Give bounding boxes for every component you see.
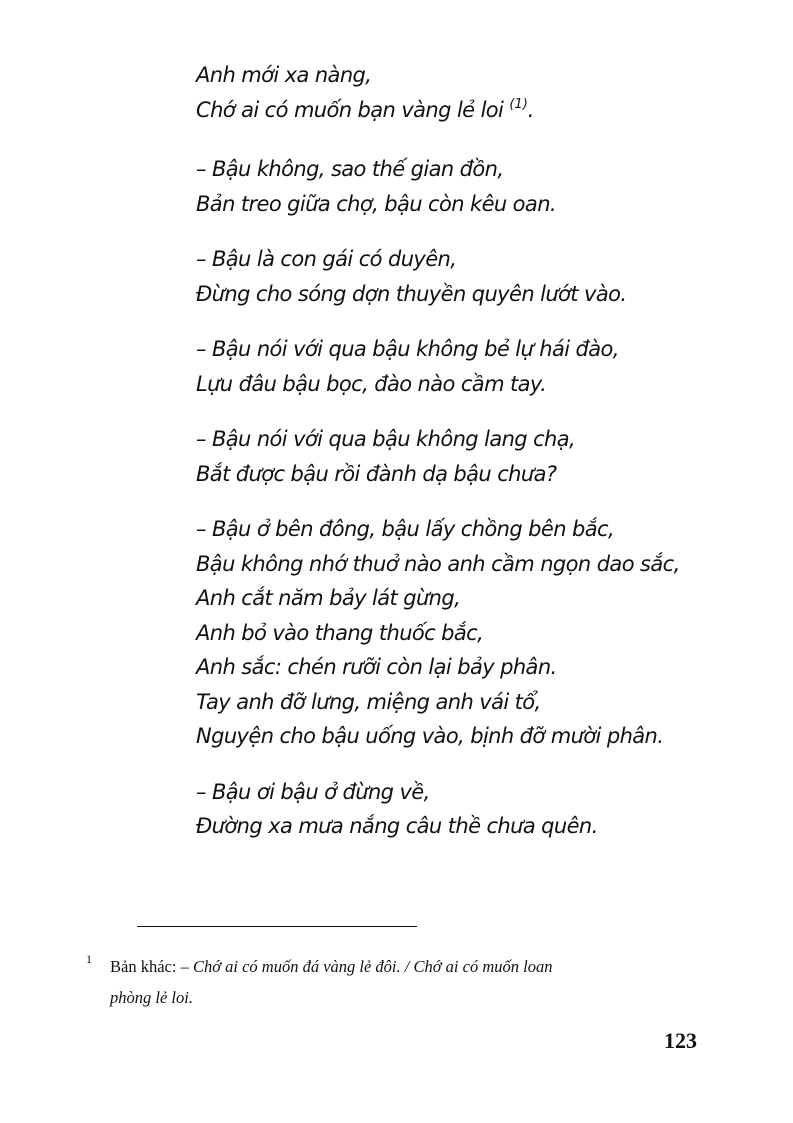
footnote-reference: (1) — [509, 96, 528, 112]
poem-line: Lựu đâu bậu bọc, đào nào cầm tay. — [196, 371, 547, 396]
poem-line-text: Chớ ai có muốn bạn vàng lẻ loi — [196, 97, 504, 122]
poem-line: Anh sắc: chén rưỡi còn lại bảy phân. — [196, 655, 557, 679]
poem-line: Đừng cho sóng dợn thuyền quyên lướt vào. — [196, 281, 627, 306]
poem-line: Bắt được bậu rồi đành dạ bậu chưa? — [196, 461, 557, 486]
poem-line: Bậu không nhớ thuở nào anh cầm ngọn dao sắc, — [196, 551, 680, 576]
poem-line: – Bậu nói với qua bậu không lang chạ, — [196, 427, 576, 451]
stanza-1 — [196, 58, 756, 131]
stanza-7 — [196, 775, 756, 844]
poem-line: Đường xa mưa nắng câu thề chưa quên. — [196, 814, 598, 838]
poem — [196, 58, 756, 844]
poem-line: – Bậu không, sao thế gian đồn, — [196, 157, 504, 181]
stanza-4 — [196, 332, 756, 401]
poem-line: Anh mới xa nàng, — [196, 63, 372, 87]
footnote-variant-text: – Chớ ai có muốn đá vàng lẻ đôi. / Chớ ai có muốn loan — [180, 957, 553, 976]
poem-line: – Bậu ơi bậu ở đừng về, — [196, 779, 430, 804]
poem-line: Nguyện cho bậu uống vào, bịnh đỡ mười phân. — [196, 724, 664, 748]
poem-line-with-footnote — [196, 93, 756, 132]
stanza-6 — [196, 512, 756, 754]
stanza-3 — [196, 242, 756, 311]
footnote — [86, 951, 716, 1013]
poem-line: – Bậu nói với qua bậu không bẻ lự hái đào, — [196, 337, 619, 361]
poem-line: Anh bỏ vào thang thuốc bắc, — [196, 620, 484, 645]
page-number: 123 — [664, 1028, 697, 1053]
poem-line: – Bậu ở bên đông, bậu lấy chồng bên bắc, — [196, 517, 615, 541]
stanza-2 — [196, 152, 756, 221]
footnote-divider — [137, 926, 417, 927]
poem-line: Tay anh đỡ lưng, miệng anh vái tổ, — [196, 689, 541, 714]
poem-line: – Bậu là con gái có duyên, — [196, 247, 457, 271]
footnote-label: Bản khác: — [110, 957, 177, 976]
poem-line: Bản treo giữa chợ, bậu còn kêu oan. — [196, 191, 556, 216]
poem-line: Anh cắt năm bảy lát gừng, — [196, 586, 461, 610]
footnote-second-line: phòng lẻ loi. — [110, 988, 193, 1007]
line-end-punctuation: . — [527, 97, 534, 122]
stanza-5 — [196, 422, 756, 491]
footnote-first-line — [110, 957, 552, 976]
footnote-number: 1 — [86, 952, 92, 966]
